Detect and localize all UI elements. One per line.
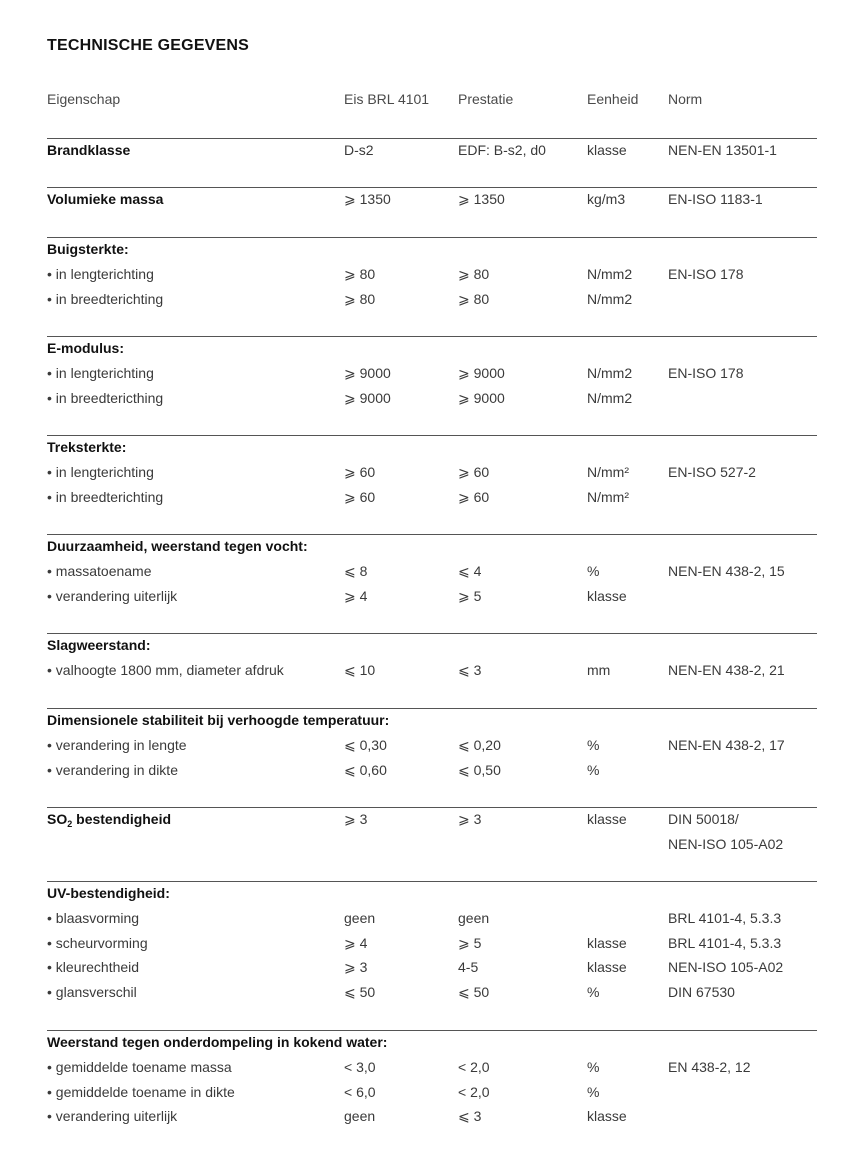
section-heading: [47, 1033, 387, 1051]
section-heading-row: [47, 190, 817, 210]
section-divider: [47, 435, 817, 436]
section-heading-text: SO: [47, 811, 68, 827]
section-heading-subscript: 2: [67, 819, 73, 829]
cell-unit: %: [587, 736, 600, 753]
column-header-performance: Prestatie: [458, 91, 514, 107]
cell-unit: klasse: [587, 587, 627, 604]
section-heading-text: Treksterkte:: [47, 439, 127, 455]
cell-performance: ⩽ 0,50: [458, 761, 501, 778]
cell-unit: mm: [587, 661, 611, 678]
cell-property: • blaasvorming: [47, 909, 140, 926]
table-row: [47, 736, 817, 756]
cell-requirement: ⩾ 60: [344, 463, 376, 480]
cell-unit: %: [587, 562, 600, 579]
section-heading-row: [47, 1033, 817, 1053]
cell-performance: ⩾ 9000: [458, 364, 505, 381]
cell-norm: EN-ISO 178: [668, 364, 744, 381]
column-header-requirement: Eis BRL 4101: [344, 91, 430, 107]
table-row: [47, 587, 817, 607]
table-row: [47, 761, 817, 781]
section-divider: [47, 881, 817, 882]
cell-property: • in breedtericthing: [47, 389, 164, 406]
cell-norm: EN-ISO 1183-1: [668, 191, 763, 207]
cell-unit: klasse: [587, 934, 627, 951]
section-heading: [47, 240, 129, 258]
cell-requirement: < 3,0: [344, 1058, 376, 1075]
section-heading: [47, 711, 389, 729]
section-heading-text: Dimensionele stabiliteit bij verhoogde temperatuur:: [47, 712, 390, 728]
section-heading: [47, 141, 130, 159]
cell-performance: geen: [458, 909, 490, 926]
cell-unit: %: [587, 1058, 600, 1075]
cell-property: • verandering uiterlijk: [47, 587, 178, 604]
cell-requirement: ⩽ 50: [344, 984, 376, 1001]
table-row: [47, 909, 817, 929]
cell-unit: %: [587, 984, 600, 1001]
cell-performance: EDF: B-s2, d0: [458, 142, 546, 158]
section-heading-row: [47, 711, 817, 731]
cell-requirement: < 6,0: [344, 1083, 376, 1100]
table-row: [47, 389, 817, 409]
cell-norm: NEN-ISO 105-A02: [668, 835, 784, 852]
page-title: TECHNISCHE GEGEVENS: [47, 37, 250, 54]
cell-property: • verandering in lengte: [47, 736, 187, 753]
cell-unit: klasse: [587, 959, 627, 976]
cell-performance: ⩽ 3: [458, 1108, 482, 1125]
cell-property: • scheurvorming: [47, 934, 148, 951]
cell-unit: N/mm2: [587, 364, 633, 381]
cell-property: • in lengterichting: [47, 265, 154, 282]
section-divider: [47, 138, 817, 139]
cell-norm: EN-ISO 178: [668, 265, 744, 282]
cell-requirement: ⩾ 80: [344, 290, 376, 307]
cell-property: • glansverschil: [47, 984, 137, 1001]
table-row: [47, 983, 817, 1003]
cell-requirement: ⩾ 1350: [344, 191, 391, 207]
cell-performance: ⩾ 3: [458, 811, 482, 827]
cell-performance: ⩽ 50: [458, 984, 490, 1001]
section-heading: [47, 810, 171, 833]
cell-performance: < 2,0: [458, 1083, 490, 1100]
section-heading-text: Brandklasse: [47, 142, 131, 158]
table-row: [47, 463, 817, 483]
cell-unit: %: [587, 1083, 600, 1100]
cell-norm: EN-ISO 527-2: [668, 463, 756, 480]
column-header-unit: Eenheid: [587, 91, 639, 107]
section-heading-text: Volumieke massa: [47, 191, 164, 207]
section-heading-row: [47, 636, 817, 656]
cell-norm: BRL 4101-4, 5.3.3: [668, 934, 782, 951]
cell-property: • massatoename: [47, 562, 152, 579]
cell-performance: ⩾ 1350: [458, 191, 505, 207]
cell-performance: < 2,0: [458, 1058, 490, 1075]
cell-unit: N/mm2: [587, 265, 633, 282]
cell-unit: N/mm2: [587, 389, 633, 406]
section-divider: [47, 633, 817, 634]
cell-performance: ⩽ 3: [458, 661, 482, 678]
cell-norm: NEN-EN 438-2, 15: [668, 562, 785, 579]
cell-unit: klasse: [587, 142, 627, 158]
section-heading-row: [47, 810, 817, 830]
section-heading-text: Slagweerstand:: [47, 637, 151, 653]
section-heading-row: [47, 537, 817, 557]
cell-unit: kg/m3: [587, 191, 626, 207]
cell-property: • in lengterichting: [47, 463, 154, 480]
cell-property: • kleurechtheid: [47, 959, 140, 976]
table-row: [47, 1083, 817, 1103]
cell-unit: N/mm²: [587, 463, 629, 480]
cell-norm: NEN-EN 438-2, 21: [668, 661, 785, 678]
column-header-property: Eigenschap: [47, 91, 121, 107]
cell-norm: DIN 50018/: [668, 811, 739, 827]
cell-performance: ⩾ 80: [458, 265, 490, 282]
section-divider: [47, 1030, 817, 1031]
section-divider: [47, 237, 817, 238]
section-heading-text: Buigsterkte:: [47, 241, 129, 257]
table-row: [47, 290, 817, 310]
cell-norm: NEN-EN 13501-1: [668, 142, 777, 158]
section-heading: [47, 438, 126, 456]
cell-unit: N/mm2: [587, 290, 633, 307]
section-heading: [47, 537, 308, 555]
cell-requirement: ⩾ 60: [344, 488, 376, 505]
cell-performance: ⩾ 60: [458, 463, 490, 480]
cell-norm: NEN-ISO 105-A02: [668, 959, 784, 976]
section-heading-row: [47, 141, 817, 161]
cell-requirement: D-s2: [344, 142, 374, 158]
section-heading: [47, 339, 124, 357]
cell-property: • gemiddelde toename in dikte: [47, 1083, 235, 1100]
data-table: [47, 0, 817, 1152]
cell-performance: ⩾ 80: [458, 290, 490, 307]
table-row: [47, 364, 817, 384]
cell-requirement: ⩾ 4: [344, 587, 368, 604]
section-divider: [47, 187, 817, 188]
section-divider: [47, 807, 817, 808]
cell-property: • in breedterichting: [47, 290, 164, 307]
section-divider: [47, 336, 817, 337]
section-heading-row: [47, 884, 817, 904]
cell-performance: 4-5: [458, 959, 479, 976]
section-heading-text: UV-bestendigheid:: [47, 885, 170, 901]
table-row: [47, 835, 817, 855]
cell-unit: klasse: [587, 811, 627, 827]
cell-performance: ⩾ 9000: [458, 389, 505, 406]
section-heading: [47, 636, 150, 654]
section-heading-text: E-modulus:: [47, 340, 124, 356]
cell-requirement: geen: [344, 1108, 376, 1125]
cell-property: • gemiddelde toename massa: [47, 1058, 232, 1075]
cell-requirement: ⩾ 4: [344, 934, 368, 951]
table-row: [47, 661, 817, 681]
cell-requirement: ⩾ 3: [344, 959, 368, 976]
table-row: [47, 488, 817, 508]
cell-unit: %: [587, 761, 600, 778]
cell-property: • verandering in dikte: [47, 761, 178, 778]
table-row: [47, 562, 817, 582]
section-heading-text-after: bestendigheid: [72, 811, 172, 827]
section-heading-row: [47, 240, 817, 260]
cell-performance: ⩾ 5: [458, 934, 482, 951]
cell-requirement: ⩾ 9000: [344, 364, 391, 381]
cell-property: • in breedterichting: [47, 488, 164, 505]
section-heading-row: [47, 339, 817, 359]
cell-requirement: ⩽ 0,30: [344, 736, 387, 753]
table-row: [47, 958, 817, 978]
section-divider: [47, 708, 817, 709]
section-heading: [47, 884, 170, 902]
cell-norm: NEN-EN 438-2, 17: [668, 736, 785, 753]
table-row: [47, 1107, 817, 1127]
cell-requirement: ⩽ 8: [344, 562, 368, 579]
section-divider: [47, 534, 817, 535]
section-heading: [47, 190, 163, 208]
cell-requirement: ⩾ 3: [344, 811, 368, 827]
section-heading-text: Duurzaamheid, weerstand tegen vocht:: [47, 538, 308, 554]
section-heading-text: Weerstand tegen onderdompeling in kokend water:: [47, 1034, 388, 1050]
cell-performance: ⩾ 5: [458, 587, 482, 604]
table-row: [47, 265, 817, 285]
cell-norm: EN 438-2, 12: [668, 1058, 751, 1075]
cell-requirement: ⩾ 80: [344, 265, 376, 282]
cell-performance: ⩽ 0,20: [458, 736, 501, 753]
table-row: [47, 934, 817, 954]
section-heading-row: [47, 438, 817, 458]
cell-unit: N/mm²: [587, 488, 629, 505]
cell-unit: klasse: [587, 1108, 627, 1125]
cell-requirement: geen: [344, 909, 376, 926]
cell-norm: BRL 4101-4, 5.3.3: [668, 909, 782, 926]
cell-requirement: ⩽ 10: [344, 661, 376, 678]
cell-performance: ⩽ 4: [458, 562, 482, 579]
cell-requirement: ⩾ 9000: [344, 389, 391, 406]
table-row: [47, 1058, 817, 1078]
cell-requirement: ⩽ 0,60: [344, 761, 387, 778]
cell-norm: DIN 67530: [668, 984, 735, 1001]
cell-performance: ⩾ 60: [458, 488, 490, 505]
cell-property: • verandering uiterlijk: [47, 1108, 178, 1125]
column-header-norm: Norm: [668, 91, 703, 107]
cell-property: • in lengterichting: [47, 364, 154, 381]
cell-property: • valhoogte 1800 mm, diameter afdruk: [47, 661, 284, 678]
